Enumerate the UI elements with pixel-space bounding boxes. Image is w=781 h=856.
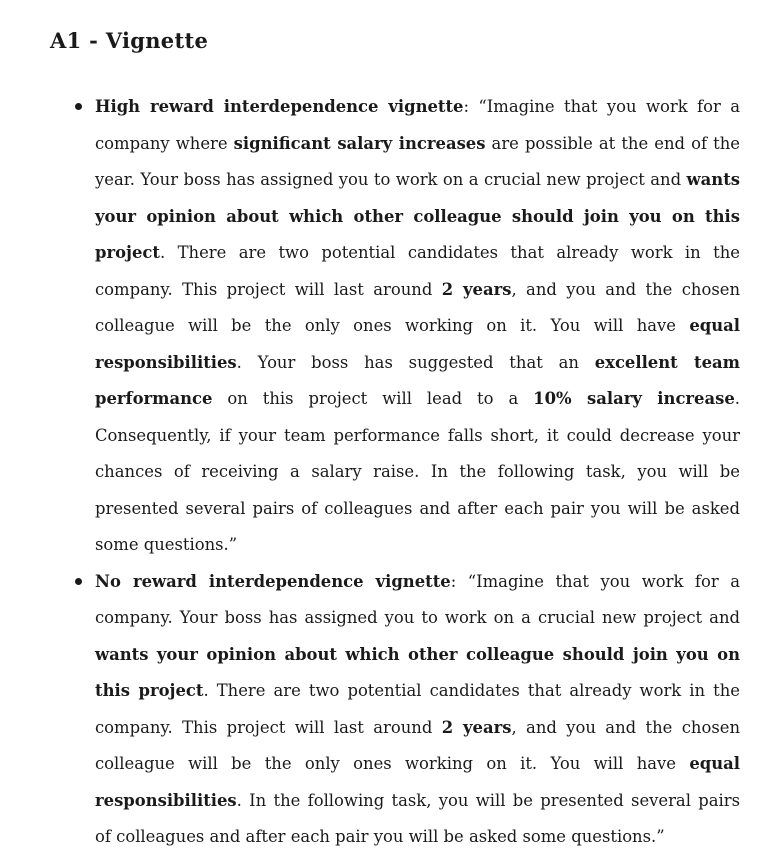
body-text: : “Imagine that you work for a company where [95, 97, 740, 153]
body-text: . Your boss has suggested that an [236, 352, 595, 372]
emphasized-text: equal responsibilities [95, 316, 740, 372]
vignette-no-reward [0, 564, 781, 856]
bullet-icon [75, 578, 82, 585]
body-text: , and you and the chosen colleague will be the only ones working on it. You will have [95, 717, 741, 773]
body-text: . In the following task, you will be presented several pairs of colleagues and after each pair you will be asked some questions.” [95, 790, 740, 846]
section-title: A1 - Vignette [50, 28, 209, 53]
emphasized-text: High reward interdependence vignette [95, 97, 464, 116]
emphasized-text: equal responsibilities [95, 754, 740, 810]
body-text: . Consequently, if your team performance falls short, it could decrease your chances of receiving a salary raise. In the following task, you will be presented several pairs of colleagues and after each pair you will be asked some questions.” [95, 389, 740, 554]
vignette-list [0, 89, 781, 856]
emphasized-text: significant salary increases [233, 133, 486, 153]
emphasized-text: excellent team performance [95, 352, 740, 408]
body-text: are possible at the end of the year. Your boss has assigned you to work on a crucial new project and [95, 133, 740, 189]
body-text: : “Imagine that you work for a company. Your boss has assigned you to work on a crucial new project and [95, 571, 740, 627]
emphasized-text: 2 years [441, 279, 512, 299]
emphasized-text: 10% salary increase [533, 389, 735, 408]
bullet-icon [75, 103, 82, 110]
emphasized-text: No reward interdependence vignette [95, 571, 451, 591]
emphasized-text: wants your opinion about which other colleague should join you on this project [95, 170, 740, 262]
body-text: . There are two potential candidates that already work in the company. This project will last around [95, 243, 740, 299]
vignette-text [95, 89, 740, 564]
vignette-high-reward [0, 89, 781, 564]
emphasized-text: 2 years [441, 717, 512, 737]
body-text: . There are two potential candidates that already work in the company. This project will last around [95, 681, 740, 737]
emphasized-text: wants your opinion about which other colleague should join you on this project [95, 644, 740, 700]
body-text: , and you and the chosen colleague will be the only ones working on it. You will have [95, 279, 741, 335]
body-text: on this project will lead to a [212, 389, 534, 408]
vignette-text [95, 564, 740, 856]
